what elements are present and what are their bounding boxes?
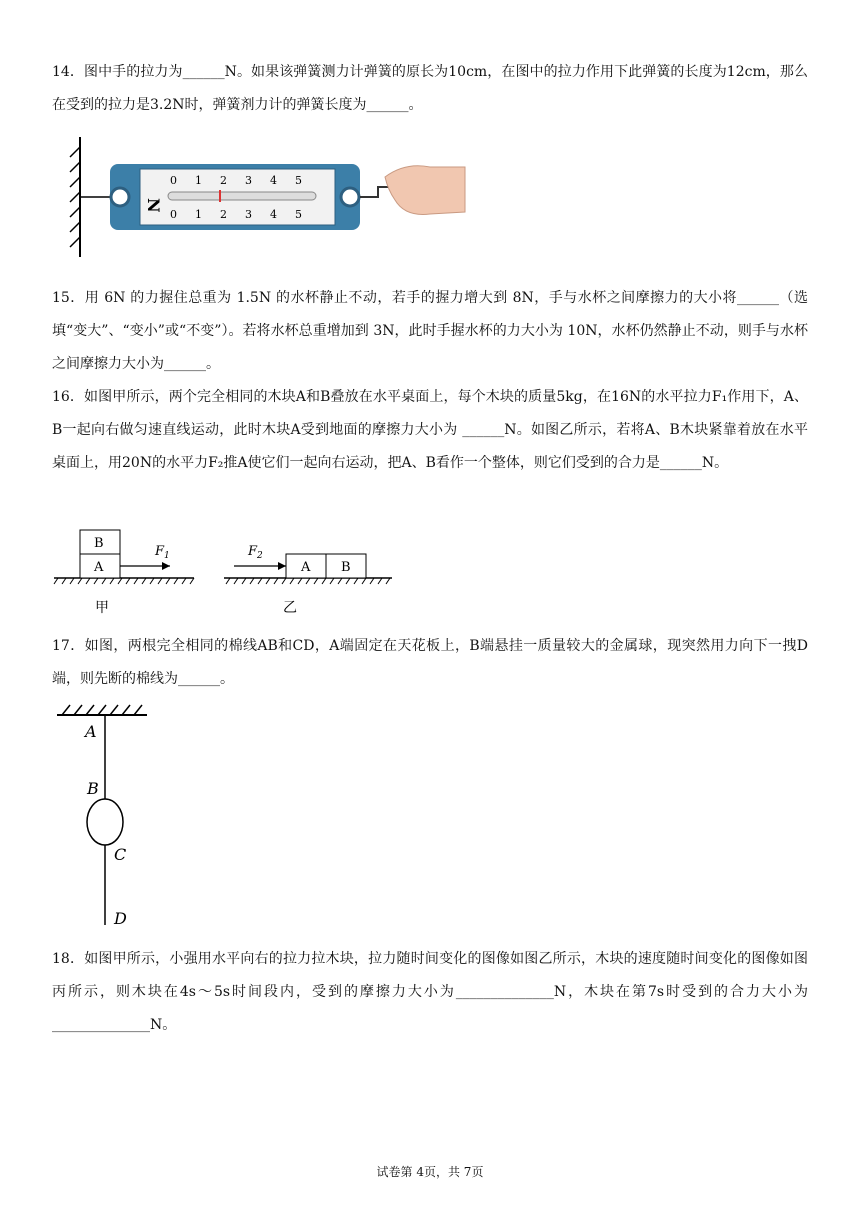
force-f2-subscript: 2 bbox=[257, 551, 263, 561]
svg-text:F2 bbox=[247, 544, 263, 561]
left-block-bottom-label: A bbox=[94, 560, 104, 575]
scale-top-tick-3: 3 bbox=[245, 174, 252, 187]
label-b: B bbox=[87, 779, 99, 798]
label-c: C bbox=[114, 845, 127, 864]
label-d: D bbox=[114, 909, 127, 928]
scale-unit-label: N bbox=[144, 198, 163, 213]
question-15: 15．用 6N 的力握住总重为 1.5N 的水杯静止不动，若手的握力增大到 8N，手与水杯之间摩擦力的大小将______（选填“变大”、“变小”或“不变”）。若将水杯总重增加到 3N，此时手握水杯的力大小为 10N，水杯仍然静止不动，则手与水杯之间摩擦力大小为______。 bbox=[52, 290, 808, 372]
threads-figure bbox=[52, 700, 162, 934]
page-footer: 试卷第 4页，共 7页 bbox=[376, 1165, 484, 1179]
question-18: 18．如图甲所示，小强用水平向右的拉力拉木块，拉力随时间变化的图像如图乙所示，木块的速度随时间变化的图像如图丙所示，则木块在4s～5s时间段内，受到的摩擦力大小为______________N，木块在第7s时受到的合力大小为______________N。 bbox=[52, 951, 808, 1033]
svg-text:F1 bbox=[154, 544, 170, 561]
force-f2-label: F bbox=[248, 544, 258, 559]
caption-right: 乙 bbox=[283, 600, 297, 616]
scale-bottom-tick-5: 5 bbox=[295, 208, 302, 221]
question-16: 16．如图甲所示，两个完全相同的木块A和B叠放在水平桌面上，每个木块的质量5kg，在16N的水平拉力F₁作用下，A、B一起向右做匀速直线运动，此时木块A受到地面的摩擦力大小为 ______N。如图乙所示，若将A、B木块紧靠着放在水平桌面上，用20N的水平力F₂推A使它们一起向右运动，把A、B看作一个整体，则它们受到的合力是______N。 bbox=[52, 389, 808, 471]
label-a: A bbox=[85, 722, 97, 741]
spring-scale-figure bbox=[60, 132, 480, 266]
caption-left: 甲 bbox=[95, 600, 109, 616]
scale-bottom-tick-2: 2 bbox=[220, 208, 227, 221]
force-f1-subscript: 1 bbox=[164, 551, 170, 561]
scale-bottom-tick-1: 1 bbox=[195, 208, 202, 221]
scale-bottom-tick-4: 4 bbox=[270, 208, 277, 221]
blocks-figure bbox=[52, 522, 397, 626]
scale-top-tick-0: 0 bbox=[170, 174, 177, 187]
question-17: 17．如图，两根完全相同的棉线AB和CD，A端固定在天花板上，B端悬挂一质量较大的金属球，现突然用力向下一拽D端，则先断的棉线为______。 bbox=[52, 638, 808, 687]
scale-bottom-tick-0: 0 bbox=[170, 208, 177, 221]
scale-top-tick-5: 5 bbox=[295, 174, 302, 187]
scale-top-tick-1: 1 bbox=[195, 174, 202, 187]
scale-bottom-tick-3: 3 bbox=[245, 208, 252, 221]
scale-top-tick-4: 4 bbox=[270, 174, 277, 187]
scale-top-tick-2: 2 bbox=[220, 174, 227, 187]
right-block-b-label: B bbox=[341, 560, 351, 575]
right-block-a-label: A bbox=[301, 560, 311, 575]
question-14: 14．图中手的拉力为______N。如果该弹簧测力计弹簧的原长为10cm，在图中的拉力作用下此弹簧的长度为12cm，那么在受到的拉力是3.2N时，弹簧剂力计的弹簧长度为______。 bbox=[52, 64, 808, 113]
left-block-top-label: B bbox=[94, 536, 104, 551]
force-f1-label: F bbox=[155, 544, 165, 559]
